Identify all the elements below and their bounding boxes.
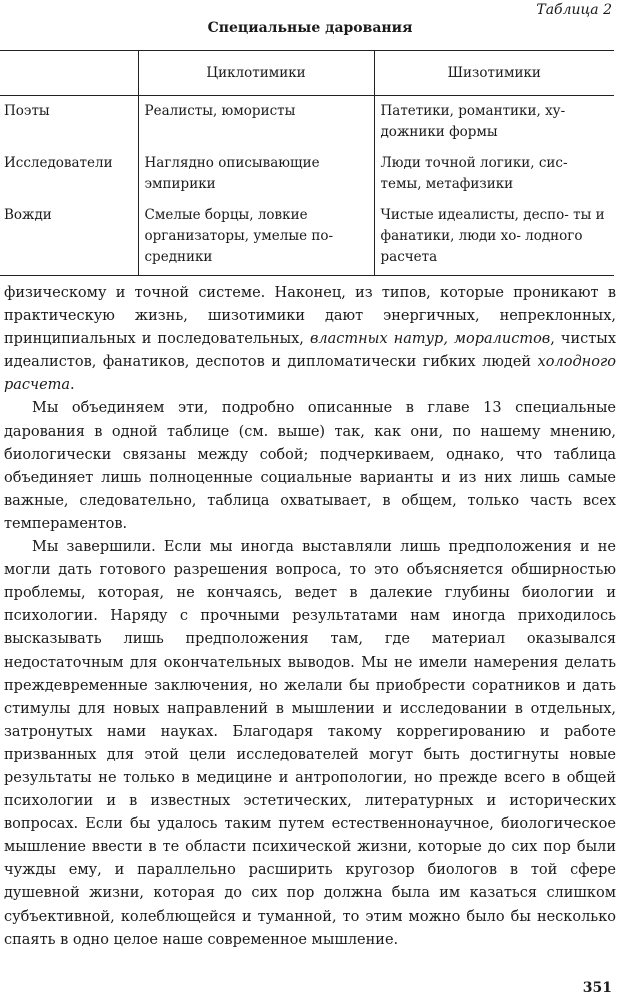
header-empty: [0, 51, 138, 96]
paragraph-text: .: [70, 377, 75, 394]
header-schizothymes: Шизотимики: [374, 51, 614, 96]
table-label: Таблица 2: [536, 2, 612, 18]
talents-table: [0, 50, 614, 276]
table-cell: Смелые борцы, ловкие организаторы, умелые по- средники: [138, 200, 374, 276]
emphasis-text: властных натур, моралистов: [309, 331, 551, 348]
paragraph: Мы завершили. Если мы иногда выставляли лишь предположения и не могли дать готового разрешения вопроса, то это объясняется обширностью проблемы, которая, не кончаясь, ведет в далекие глубины биологии и психологии. Наряду с прочными результатами нам иногда приходилось высказывать лишь предположения там, где материал оказывался недостаточным для окончательных выводов. Мы не имели намерения делать преждевременные заключения, но желали бы приобрести соратников и дать стимулы для новых направлений в мышлении и исследовании в отдельных, затронутых нами науках. Благодаря такому коррегированию и работе призванных для этой цели исследователей могут быть достигнуты новые результаты не только в медицине и антропологии, но прежде всего в общей психологии и в известных эстетических, литературных и исторических вопросах. Если бы удалось таким путем естественнонаучное, биологическое мышление ввести в те области психической жизни, которые до сих пор были чужды ему, и параллельно расширить кругозор биологов в той сфере душевной жизни, которая до сих пор должна была им казаться слишком субъективной, колеблющейся и туманной, то этим можно было бы несколько спаять в одно целое наше современное мышление.: [4, 539, 616, 948]
header-cyclothymes: Циклотимики: [138, 51, 374, 96]
paragraph-text: , чистых идеалистов, фанатиков, деспотов и дипломатически гибких людей: [4, 331, 616, 371]
body-text: [4, 282, 616, 952]
row-label: Вожди: [0, 200, 138, 276]
table-cell: Патетики, романтики, ху- дожники формы: [374, 96, 614, 148]
table-row: [0, 200, 614, 276]
table-cell: Люди точной логики, сис- темы, метафизики: [374, 148, 614, 200]
emphasis-text: холодного расчета: [4, 354, 616, 394]
table-title: Специальные дарования: [207, 20, 413, 36]
paragraph: Мы объединяем эти, подробно описанные в главе 13 специальные дарования в одной таблице (см. выше) так, как они, по нашему мнению, биологически связаны между собой; подчеркиваем, однако, что таблица объединяет лишь полноценные социальные варианты и из них лишь самые важные, следовательно, таблица охватывает, в общем, только часть всех темпераментов.: [4, 400, 616, 532]
page-number: 351: [582, 980, 612, 996]
table-row: [0, 96, 614, 148]
table-header-row: [0, 51, 614, 96]
paragraph-continuation: [4, 282, 616, 397]
table-cell: Реалисты, юмористы: [138, 96, 374, 148]
table-row: [0, 148, 614, 200]
table-cell: Чистые идеалисты, деспо- ты и фанатики, люди хо- лодного расчета: [374, 200, 614, 276]
table-cell: Наглядно описывающие эмпирики: [138, 148, 374, 200]
paragraph-text: физическому и точной системе. Наконец, из типов, которые проникают в практическую жизнь, шизотимики дают энергичных, непреклонных, принципиальных и последовательных,: [4, 285, 616, 348]
row-label: Поэты: [4, 103, 50, 119]
row-label: Исследователи: [4, 154, 113, 171]
